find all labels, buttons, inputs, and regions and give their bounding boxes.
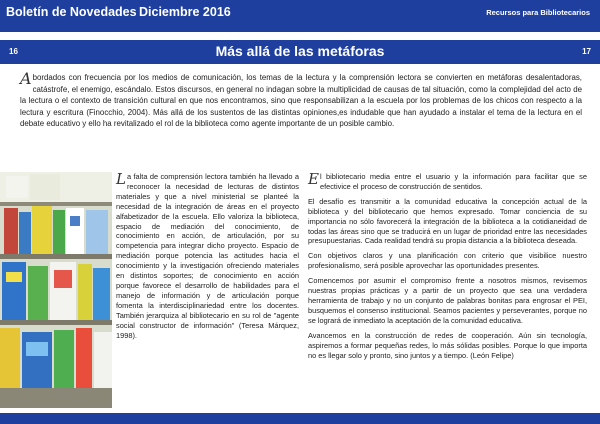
intro-text: bordados con frecuencia por los medios de comunicación, los temas de la lectura y la comprensión lectora se convierten en metáforas desalentadoras, catástrofe, el enemigo, escándalo. Estos discursos, en general no indagan sobre la multiplicidad de causas de tal situación, como la complejidad del acto de la lectura o el contexto de transición cultural en que nos encontramos, sino que responsabilizan a la escuela por los problemas de los chicos con respecto a la lectura y escritura (Finocchio, 2004). Más allá de los sustentos de las distintas opiniones,es indudable que han ayudado a instalar el tema de la lectura en el debate educativo y ello ha revitalizado el rol de la biblioteca como agente importante de un posible cambio. (20, 73, 582, 129)
issue-date: Diciembre 2016 (139, 5, 231, 19)
left-column-dropcap: L (116, 170, 126, 188)
bookshelf-illustration (0, 172, 112, 408)
left-column-text (116, 172, 299, 340)
right-paragraph-1 (308, 172, 587, 192)
section-bar (0, 40, 600, 64)
footer-bar (0, 413, 600, 424)
right-paragraph-3: Con objetivos claros y una planificación con criterio que visibilice nuestro profesionalismo, será posible aprovechar las oportunidades presentes. (308, 251, 587, 271)
section-title: Más allá de las metáforas (215, 43, 385, 59)
library-shelf-photo (0, 172, 112, 408)
intro-paragraph (20, 69, 582, 130)
header-bar (0, 0, 600, 32)
header-right-label: Recursos para Bibliotecarios (486, 8, 590, 17)
right-paragraph-1-text: l bibliotecario media entre el usuario y la información para facilitar que se efectivice el proceso de construcción de sentidos. (319, 172, 587, 191)
right-column-dropcap: E (308, 170, 319, 188)
right-paragraph-4: Comencemos por asumir el compromiso frente a nosotros mismos, revisemos nuestras propias prácticas y a partir de un proyecto que sea una verdadera herramienta de trabajo y no un conjunto de palabras bonitas para engrosar el PEI, busquemos el consenso institucional. Seamos pacientes y perseverantes, porque no se logrará de inmediato la aceptación de la comunidad educativa. (308, 276, 587, 325)
newsletter-title: Boletín de Novedades (6, 5, 137, 19)
intro-dropcap: A (20, 69, 32, 88)
right-paragraph-5: Avancemos en la construcción de redes de cooperación. Aún sin tecnología, aspiremos a formar pequeñas redes, lo más sólidas posibles. Porque lo que importa no es llegar solo y pronto, sino juntos y a tiempo. (León Felipe) (308, 330, 587, 360)
page-number-left: 16 (9, 47, 18, 56)
right-column-text (308, 172, 587, 365)
left-column-body: a falta de comprensión lectora también ha llevado a reconocer la necesidad de lecturas de distintos materiales y que a nivel ministerial se planteé la necesidad de la integración de áreas en el proyecto alfabetizador de la escuela. Ello valoriza la biblioteca, espacio de mediación del conocimiento, de conocimiento en acción, de articulación, por su competencia para integrar dicho proyecto. Espacio de mediación porque potencia las actitudes hacia el conocimiento y la investigación ofreciendo materiales en distintos soportes; de conocimiento en acción porque favorece el desarrollo de habilidades para el manejo de información y de articulación porque fomenta la interdisciplinariedad entre los docentes. También jerarquiza al bibliotecario en su rol de "agente social constructor de información" (Teresa Márquez, 1998). (116, 172, 299, 340)
page-number-right: 17 (582, 47, 591, 56)
right-paragraph-2: El desafío es transmitir a la comunidad educativa la concepción actual de la biblioteca y del bibliotecario que hemos expresado. Tomar conciencia de su importancia no sólo favorecerá la integración de la biblioteca a la cotidianeidad de todas las áreas sino que se traducirá en un lugar de prioridad entre las necesidades presupuestarias. Cada realidad tendrá su propia distancia a la biblioteca deseada. (308, 196, 587, 246)
